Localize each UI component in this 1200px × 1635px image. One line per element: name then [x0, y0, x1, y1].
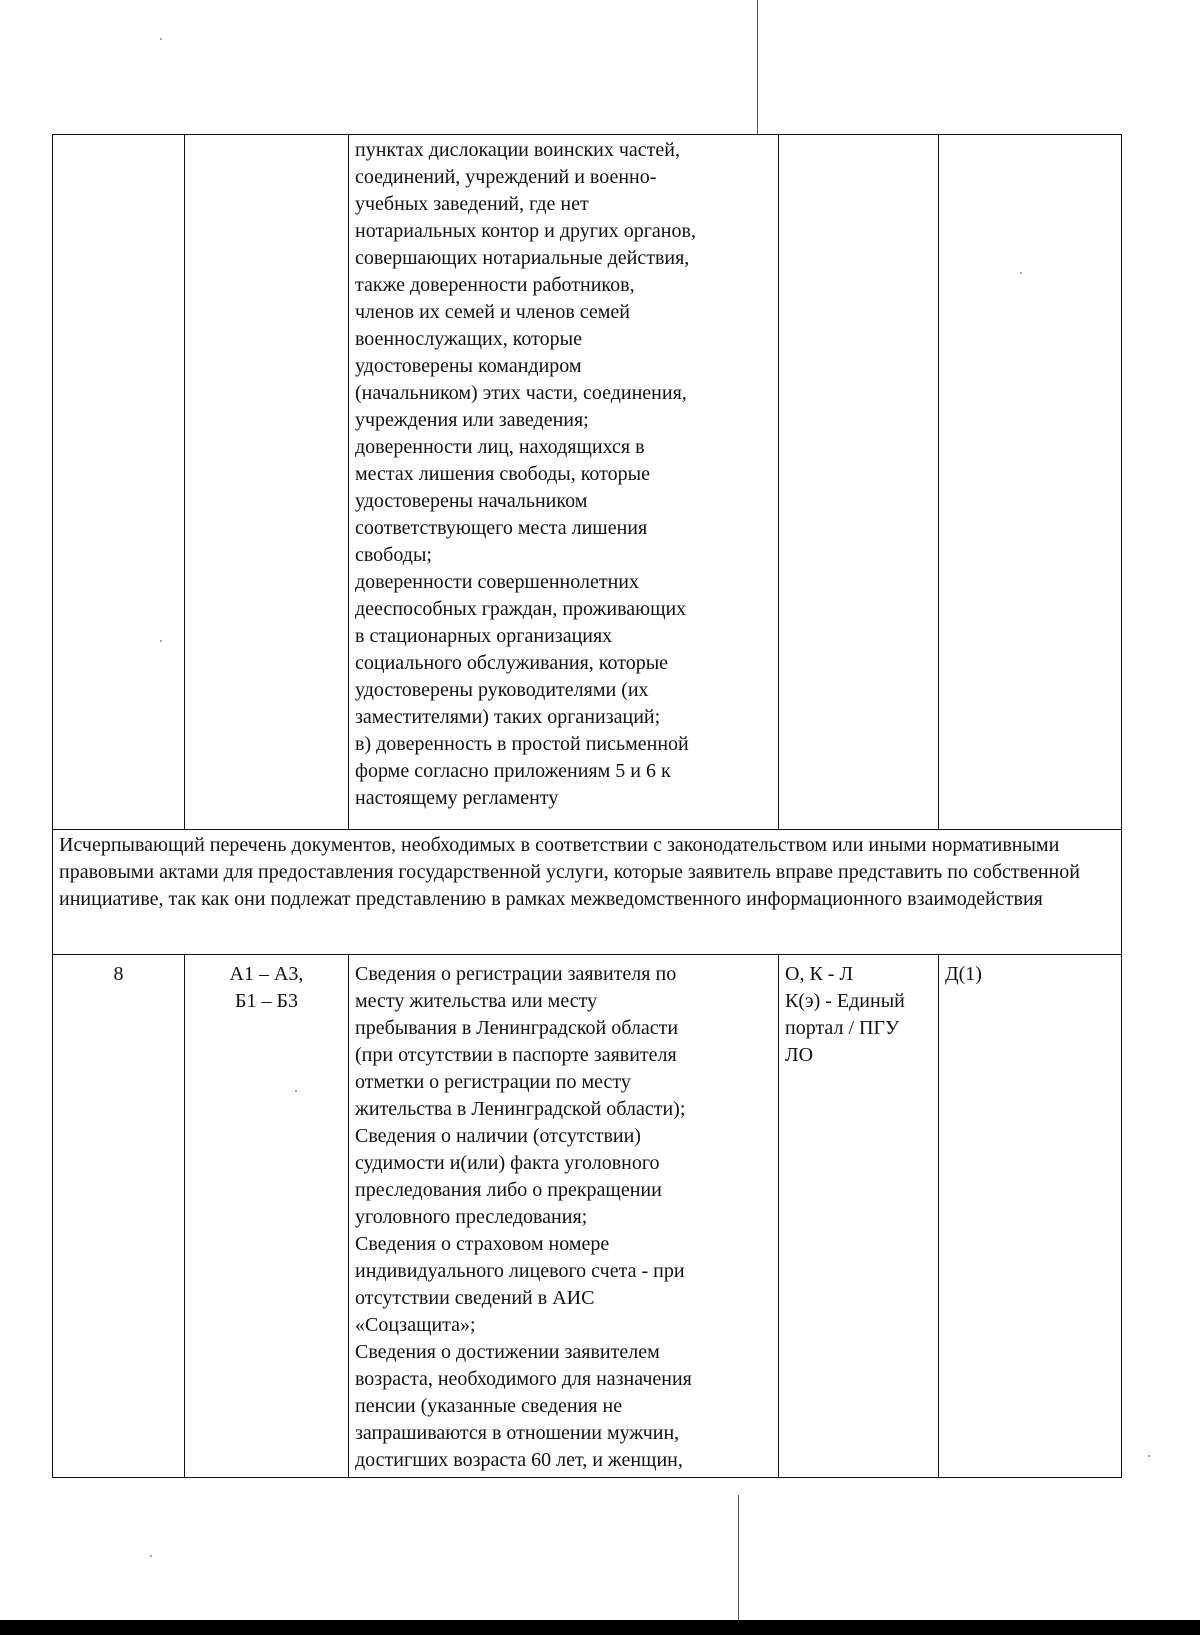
- text-line: учреждения или заведения;: [355, 409, 589, 431]
- text-line: судимости и(или) факта уголовного: [355, 1152, 660, 1174]
- scan-fold-line-bottom: [738, 1495, 739, 1620]
- text-line: учебных заведений, где нет: [355, 193, 589, 215]
- scan-speck: [160, 38, 162, 40]
- cell-submission-method: [779, 135, 939, 830]
- text-line: достигших возраста 60 лет, и женщин,: [355, 1449, 683, 1471]
- table-row-8: [53, 955, 1122, 1478]
- text-line: Сведения о страховом номере: [355, 1233, 610, 1255]
- text-line: социального обслуживания, которые: [355, 652, 669, 674]
- text-line: местах лишения свободы, которые: [355, 463, 650, 485]
- cell-documents: [349, 955, 779, 1478]
- cell-categories: [185, 135, 349, 830]
- text-line: соединений, учреждений и военно-: [355, 166, 657, 188]
- text-line: соответствующего места лишения: [355, 517, 648, 539]
- cell-submission-method: [779, 955, 939, 1478]
- text-line: (при отсутствии в паспорте заявителя: [355, 1044, 677, 1066]
- text-line: членов их семей и членов семей: [355, 301, 630, 323]
- text-line: военнослужащих, которые: [355, 328, 582, 350]
- text-line: (начальником) этих части, соединения,: [355, 382, 687, 404]
- text-line: уголовного преследования;: [355, 1206, 588, 1228]
- text-line: свободы;: [355, 544, 432, 566]
- cell-categories: [185, 955, 349, 1478]
- text-line: дееспособных граждан, проживающих: [355, 598, 687, 620]
- text-line: форме согласно приложениям 5 и 6 к: [355, 760, 671, 782]
- method-line: К(э) - Единый: [785, 990, 905, 1012]
- cell-documents-continuation: [349, 135, 779, 830]
- text-line: Сведения о регистрации заявителя по: [355, 963, 677, 985]
- text-line: отсутствии сведений в АИС: [355, 1287, 595, 1309]
- text-line: в стационарных организациях: [355, 625, 613, 647]
- text-line: в) доверенность в простой письменной: [355, 733, 689, 755]
- cell-number: 8: [53, 955, 185, 1478]
- text-line: возраста, необходимого для назначения: [355, 1368, 692, 1390]
- documents-table: [52, 134, 1122, 1478]
- text-line: пребывания в Ленинградской области: [355, 1017, 679, 1039]
- text-line: доверенности совершеннолетних: [355, 571, 639, 593]
- text-line: «Соцзащита»;: [355, 1314, 476, 1336]
- table-row-continuation: [53, 135, 1122, 830]
- cell-code: [939, 135, 1122, 830]
- section-heading: Исчерпывающий перечень документов, необходимых в соответствии с законодательством или иными нормативными правовыми актами для предоставления государственной услуги, которые заявитель вправе представить по собственной инициативе, так как они подлежат представлению в рамках межведомственного информационного взаимодействия: [53, 830, 1122, 955]
- text-line: индивидуального лицевого счета - при: [355, 1260, 685, 1282]
- text-line: отметки о регистрации по месту: [355, 1071, 631, 1093]
- text-line: Сведения о достижении заявителем: [355, 1341, 660, 1363]
- text-line: нотариальных контор и других органов,: [355, 220, 696, 242]
- text-line: настоящему регламенту: [355, 787, 559, 809]
- scan-bottom-edge: [0, 1620, 1200, 1635]
- table-row-section-heading: [53, 830, 1122, 955]
- text-line: преследования либо о прекращении: [355, 1179, 662, 1201]
- text-line: запрашиваются в отношении мужчин,: [355, 1422, 680, 1444]
- method-line: портал / ПГУ: [785, 1017, 900, 1039]
- text-line: удостоверены командиром: [355, 355, 582, 377]
- text-line: месту жительства или месту: [355, 990, 598, 1012]
- text-line: Сведения о наличии (отсутствии): [355, 1125, 641, 1147]
- cell-code: Д(1): [939, 955, 1122, 1478]
- text-line: пунктах дислокации воинских частей,: [355, 139, 680, 161]
- cell-number: [53, 135, 185, 830]
- text-line: пенсии (указанные сведения не: [355, 1395, 623, 1417]
- text-line: удостоверены начальником: [355, 490, 588, 512]
- text-line: жительства в Ленинградской области);: [355, 1098, 686, 1120]
- text-line: доверенности лиц, находящихся в: [355, 436, 645, 458]
- scan-speck: [150, 1555, 152, 1557]
- method-line: ЛО: [785, 1044, 814, 1066]
- categories-line: Б1 – Б3: [235, 990, 298, 1012]
- scan-speck: [1148, 1455, 1150, 1457]
- categories-line: А1 – А3,: [229, 963, 304, 985]
- text-line: совершающих нотариальные действия,: [355, 247, 690, 269]
- text-line: заместителями) таких организаций;: [355, 706, 661, 728]
- text-line: также доверенности работников,: [355, 274, 635, 296]
- method-line: О, К - Л: [785, 963, 854, 985]
- text-line: удостоверены руководителями (их: [355, 679, 649, 701]
- scan-fold-line-top: [757, 0, 758, 134]
